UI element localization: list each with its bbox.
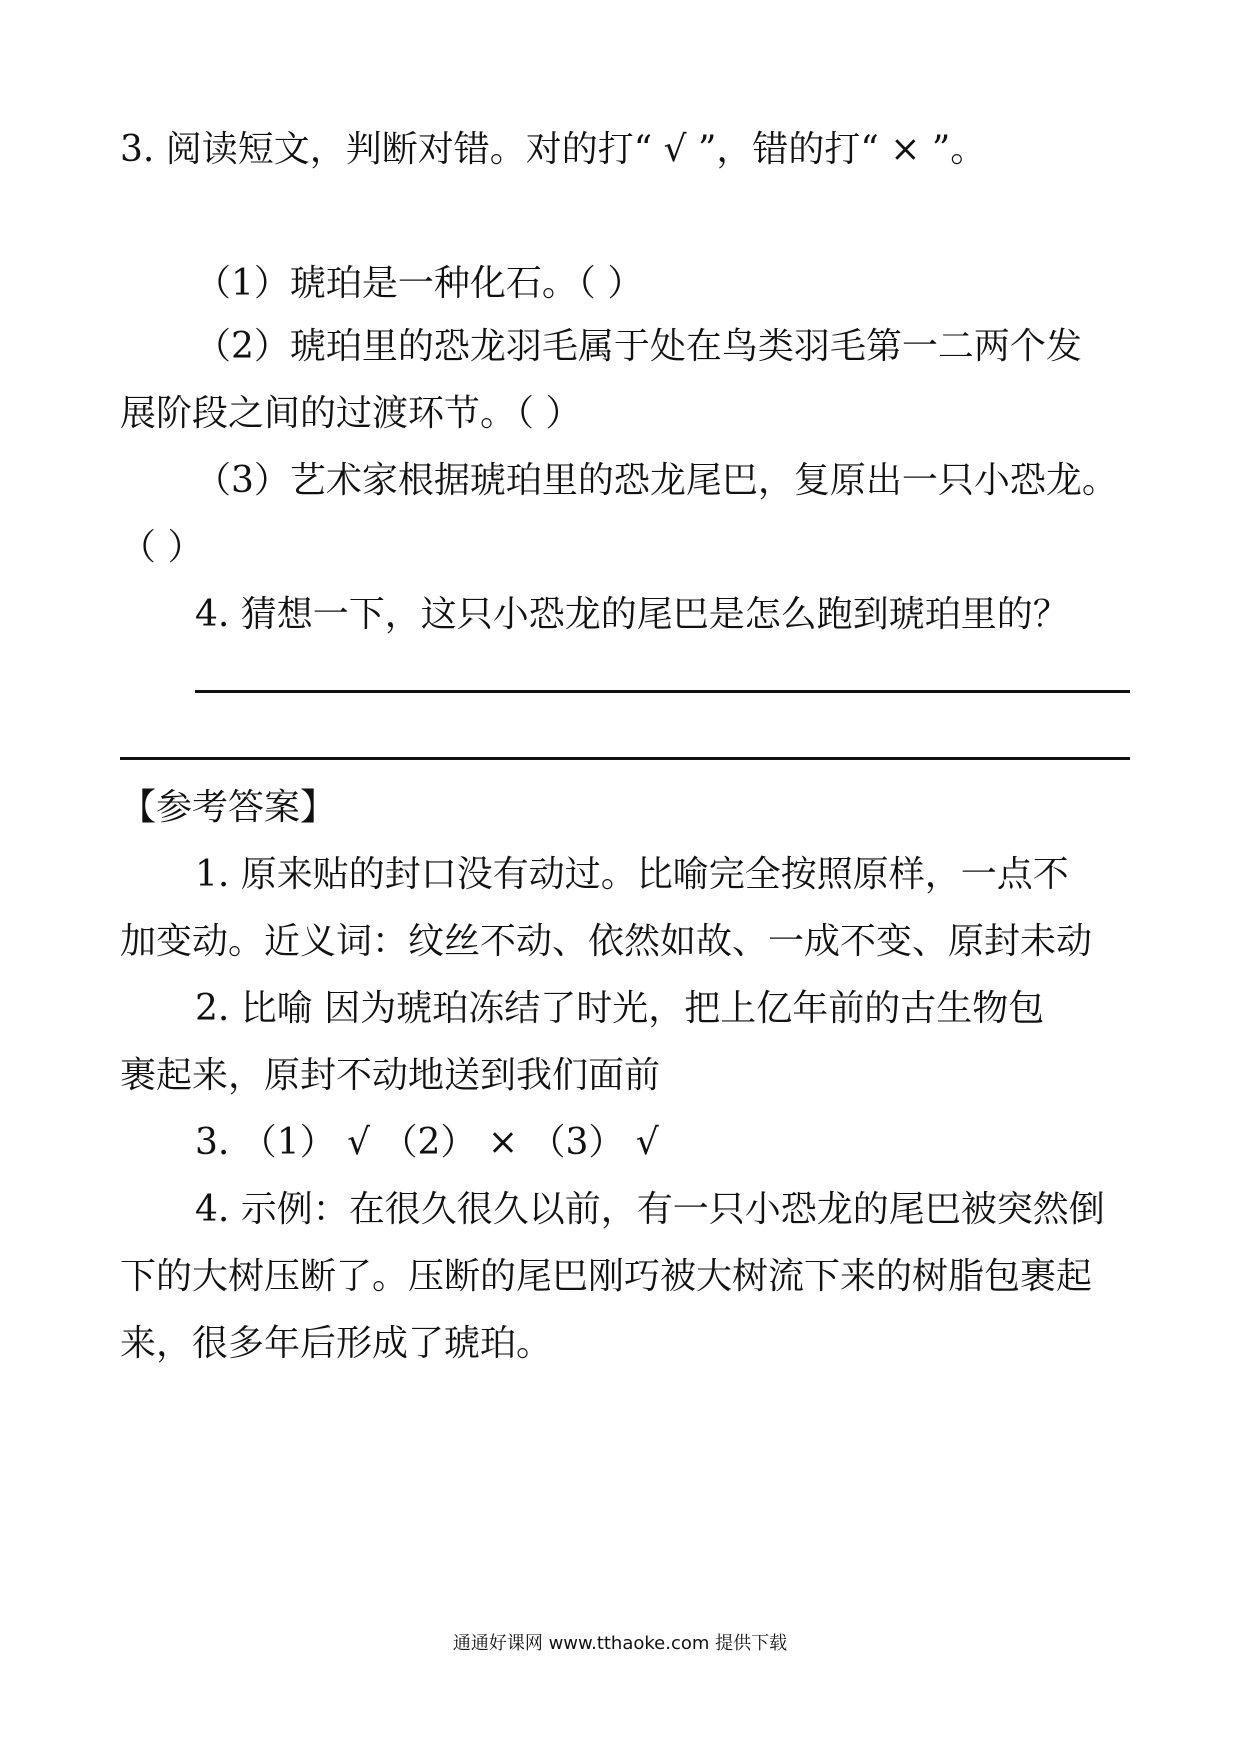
question-3-item-1: （1）琥珀是一种化石。（ ） — [195, 263, 644, 304]
answer-1-continued: 加变动。近义词：纹丝不动、依然如故、一成不变、原封未动 — [120, 921, 1093, 962]
answer-3: 3. （1） √ （2） × （3） √ — [195, 1122, 659, 1163]
answer-1: 1. 原来贴的封口没有动过。比喻完全按照原样，一点不 — [195, 854, 1069, 895]
answer-line-2 — [120, 757, 1130, 760]
question-3-item-2: （2）琥珀里的恐龙羽毛属于处在鸟类羽毛第一二两个发 — [195, 326, 1082, 367]
answer-4-continued-1: 下的大树压断了。压断的尾巴刚巧被大树流下来的树脂包裹起 — [120, 1256, 1093, 1297]
footer-credit: 通通好课网 www.tthaoke.com 提供下载 — [452, 1633, 788, 1654]
answer-2: 2. 比喻 因为琥珀冻结了时光，把上亿年前的古生物包 — [195, 988, 1045, 1029]
question-3-title: 3. 阅读短文，判断对错。对的打“ √ ”，错的打“ × ”。 — [120, 129, 987, 170]
answers-heading: 【参考答案】 — [120, 787, 337, 828]
answer-4: 4. 示例：在很久很久以前，有一只小恐龙的尾巴被突然倒 — [195, 1189, 1105, 1230]
question-3-item-3-continued: （ ） — [120, 527, 204, 568]
answer-2-continued: 裹起来，原封不动地送到我们面前 — [120, 1055, 661, 1096]
question-4-title: 4. 猜想一下，这只小恐龙的尾巴是怎么跑到琥珀里的？ — [195, 594, 1069, 635]
answer-4-continued-2: 来，很多年后形成了琥珀。 — [120, 1323, 553, 1364]
question-3-item-3: （3）艺术家根据琥珀里的恐龙尾巴，复原出一只小恐龙。 — [195, 460, 1118, 501]
question-3-item-2-continued: 展阶段之间的过渡环节。（ ） — [120, 393, 582, 434]
answer-line-1 — [195, 690, 1130, 693]
